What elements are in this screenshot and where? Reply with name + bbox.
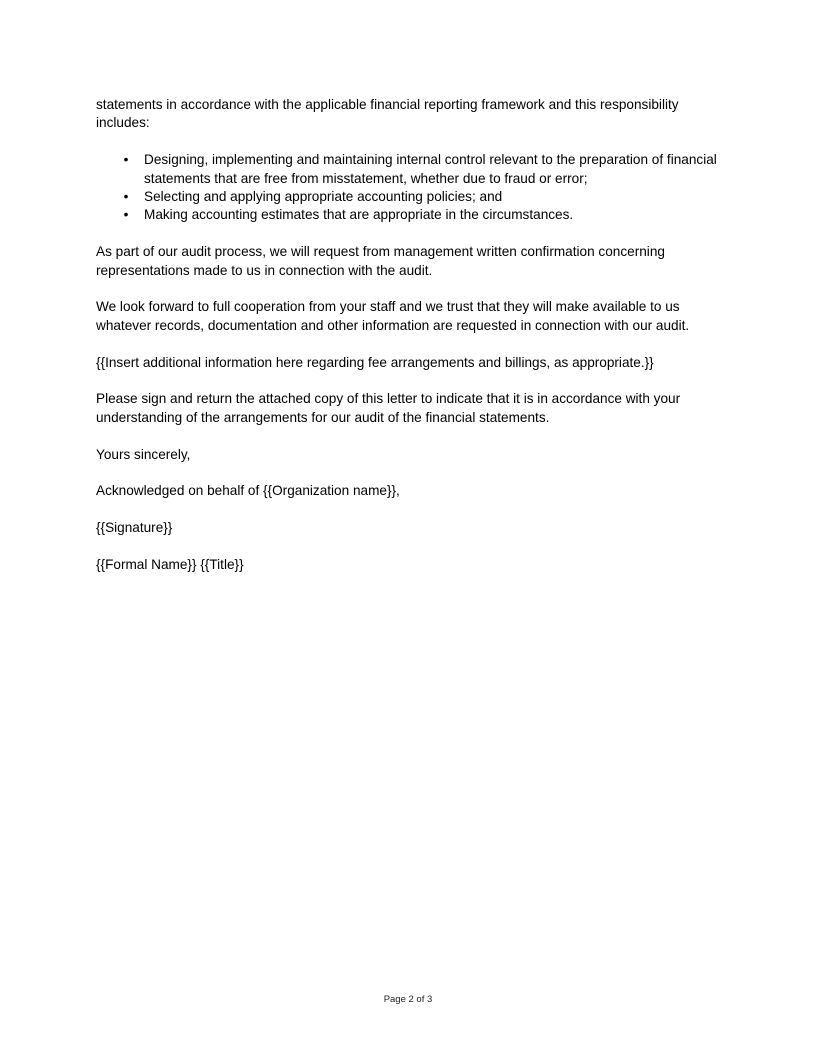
bullet-icon: • xyxy=(123,207,129,223)
sign-return-paragraph: Please sign and return the attached copy of this letter to indicate that it is in accordance with your understanding of the arrangements for our audit of the financial statements. xyxy=(96,391,681,425)
signature-placeholder: {{Signature}} xyxy=(96,520,173,536)
list-item xyxy=(96,206,722,224)
audit-process-paragraph: As part of our audit process, we will request from management written confirmation concerning representations made to us in connection with the audit. xyxy=(96,244,665,278)
page-footer xyxy=(0,994,816,1006)
list-item-text: Selecting and applying appropriate accounting policies; and xyxy=(144,189,503,205)
list-item xyxy=(96,151,722,188)
bullet-icon: • xyxy=(123,152,129,168)
letter-body xyxy=(96,96,722,593)
cooperation-paragraph: We look forward to full cooperation from your staff and we trust that they will make available to us whatever records, documentation and other information are requested in connection with our audit. xyxy=(96,299,690,333)
responsibility-list xyxy=(96,151,722,225)
list-item-text: Designing, implementing and maintaining internal control relevant to the preparation of financial statements that are free from misstatement, whether due to fraud or error; xyxy=(144,152,717,186)
closing-salutation: Yours sincerely, xyxy=(96,446,191,462)
fee-placeholder-paragraph: {{Insert additional information here regarding fee arrangements and billings, as appropriate.}} xyxy=(96,354,654,370)
list-item-text: Making accounting estimates that are appropriate in the circumstances. xyxy=(144,207,574,223)
intro-paragraph: statements in accordance with the applicable financial reporting framework and this responsibility includes: xyxy=(96,97,679,131)
acknowledgement-line: Acknowledged on behalf of {{Organization name}}, xyxy=(96,483,400,499)
page-number: Page 2 of 3 xyxy=(383,994,433,1005)
bullet-icon: • xyxy=(123,189,129,205)
list-item xyxy=(96,188,722,206)
name-title-placeholder: {{Formal Name}} {{Title}} xyxy=(96,557,244,573)
